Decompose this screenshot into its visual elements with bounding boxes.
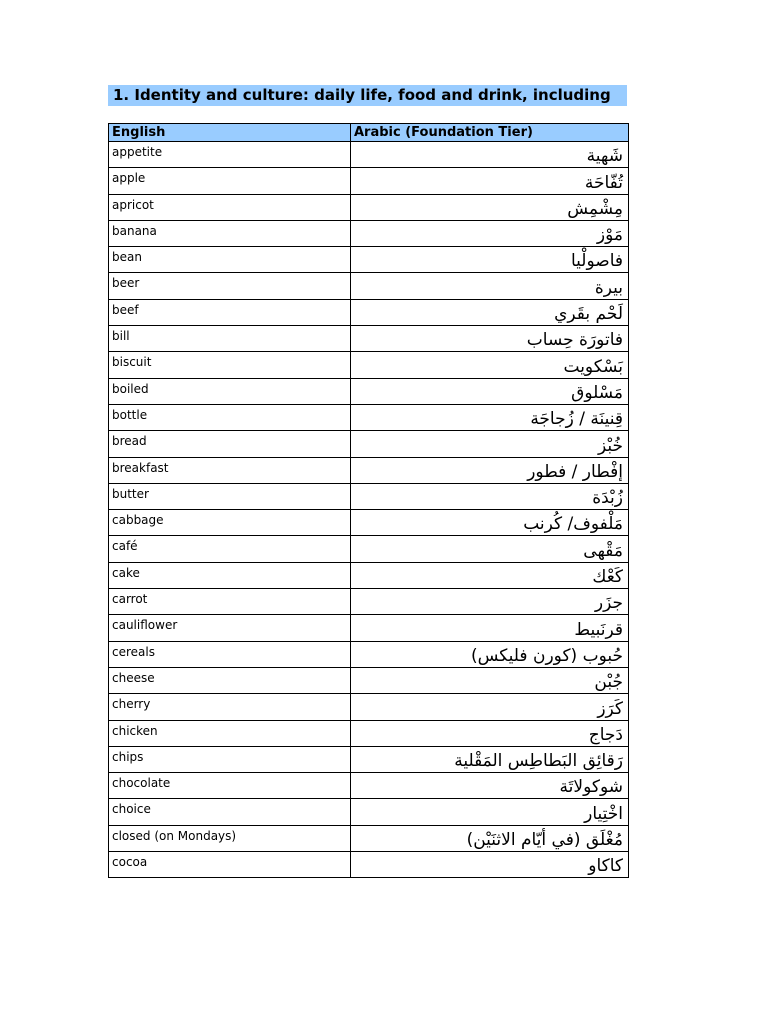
- arabic-word-cell: بيرة: [351, 273, 629, 299]
- column-header-arabic: Arabic (Foundation Tier): [351, 124, 629, 142]
- vocabulary-table: [108, 123, 629, 878]
- english-word-cell: cheese: [109, 667, 351, 693]
- english-word-cell: banana: [109, 220, 351, 246]
- table-row: [109, 142, 629, 168]
- arabic-word-cell: مَسْلوق: [351, 378, 629, 404]
- arabic-word-cell: جُبْن: [351, 667, 629, 693]
- table-row: [109, 641, 629, 667]
- english-word-cell: bill: [109, 326, 351, 352]
- arabic-word-cell: اخْتِيار: [351, 799, 629, 825]
- arabic-word-cell: كَرَز: [351, 694, 629, 720]
- arabic-word-cell: شَهية: [351, 142, 629, 168]
- arabic-word-cell: دَجاج: [351, 720, 629, 746]
- english-word-cell: biscuit: [109, 352, 351, 378]
- table-row: [109, 589, 629, 615]
- english-word-cell: cereals: [109, 641, 351, 667]
- table-row: [109, 378, 629, 404]
- english-word-cell: carrot: [109, 589, 351, 615]
- english-word-cell: cauliflower: [109, 615, 351, 641]
- column-header-english: English: [109, 124, 351, 142]
- arabic-word-cell: خُبْز: [351, 431, 629, 457]
- table-row: [109, 773, 629, 799]
- arabic-word-cell: بَسْكويت: [351, 352, 629, 378]
- arabic-word-cell: كاكاو: [351, 852, 629, 878]
- english-word-cell: chips: [109, 746, 351, 772]
- arabic-word-cell: زُبْدَة: [351, 483, 629, 509]
- table-row: [109, 746, 629, 772]
- table-row: [109, 431, 629, 457]
- english-word-cell: chocolate: [109, 773, 351, 799]
- section-title: 1. Identity and culture: daily life, food and drink, including: [108, 85, 627, 106]
- table-row: [109, 326, 629, 352]
- table-header-row: [109, 124, 629, 142]
- english-word-cell: cherry: [109, 694, 351, 720]
- arabic-word-cell: مِشْمِش: [351, 194, 629, 220]
- table-row: [109, 168, 629, 194]
- english-word-cell: bottle: [109, 404, 351, 430]
- english-word-cell: boiled: [109, 378, 351, 404]
- table-row: [109, 825, 629, 851]
- arabic-word-cell: جزَر: [351, 589, 629, 615]
- arabic-word-cell: قِنينَة / زُجاجَة: [351, 404, 629, 430]
- arabic-word-cell: مَقْهى: [351, 536, 629, 562]
- table-body: [109, 142, 629, 878]
- table-row: [109, 404, 629, 430]
- table-row: [109, 457, 629, 483]
- arabic-word-cell: مَلْفوف/ كُرنب: [351, 510, 629, 536]
- english-word-cell: apricot: [109, 194, 351, 220]
- table-row: [109, 220, 629, 246]
- english-word-cell: beer: [109, 273, 351, 299]
- arabic-word-cell: فاصولْيا: [351, 247, 629, 273]
- english-word-cell: appetite: [109, 142, 351, 168]
- table-row: [109, 852, 629, 878]
- table-row: [109, 194, 629, 220]
- table-row: [109, 273, 629, 299]
- table-row: [109, 799, 629, 825]
- english-word-cell: bean: [109, 247, 351, 273]
- arabic-word-cell: كَعْك: [351, 562, 629, 588]
- arabic-word-cell: حُبوب (كورن فليكس): [351, 641, 629, 667]
- arabic-word-cell: قرنَبيط: [351, 615, 629, 641]
- table-row: [109, 667, 629, 693]
- table-row: [109, 615, 629, 641]
- table-row: [109, 720, 629, 746]
- arabic-word-cell: لَحْم بقَري: [351, 299, 629, 325]
- table-row: [109, 483, 629, 509]
- table-row: [109, 299, 629, 325]
- english-word-cell: choice: [109, 799, 351, 825]
- arabic-word-cell: فاتورَة حِساب: [351, 326, 629, 352]
- english-word-cell: breakfast: [109, 457, 351, 483]
- english-word-cell: apple: [109, 168, 351, 194]
- english-word-cell: bread: [109, 431, 351, 457]
- table-row: [109, 247, 629, 273]
- english-word-cell: cocoa: [109, 852, 351, 878]
- english-word-cell: cabbage: [109, 510, 351, 536]
- table-row: [109, 536, 629, 562]
- english-word-cell: chicken: [109, 720, 351, 746]
- arabic-word-cell: تُفّاحَة: [351, 168, 629, 194]
- english-word-cell: cake: [109, 562, 351, 588]
- table-row: [109, 510, 629, 536]
- english-word-cell: beef: [109, 299, 351, 325]
- table-row: [109, 562, 629, 588]
- english-word-cell: butter: [109, 483, 351, 509]
- arabic-word-cell: مُغْلَق (في أيّام الاثنَيْن): [351, 825, 629, 851]
- english-word-cell: closed (on Mondays): [109, 825, 351, 851]
- arabic-word-cell: إفْطار / فطور: [351, 457, 629, 483]
- arabic-word-cell: رَقائِق البَطاطِس المَقْلية: [351, 746, 629, 772]
- table-row: [109, 694, 629, 720]
- english-word-cell: café: [109, 536, 351, 562]
- arabic-word-cell: مَوْز: [351, 220, 629, 246]
- table-row: [109, 352, 629, 378]
- arabic-word-cell: شوكولاتَة: [351, 773, 629, 799]
